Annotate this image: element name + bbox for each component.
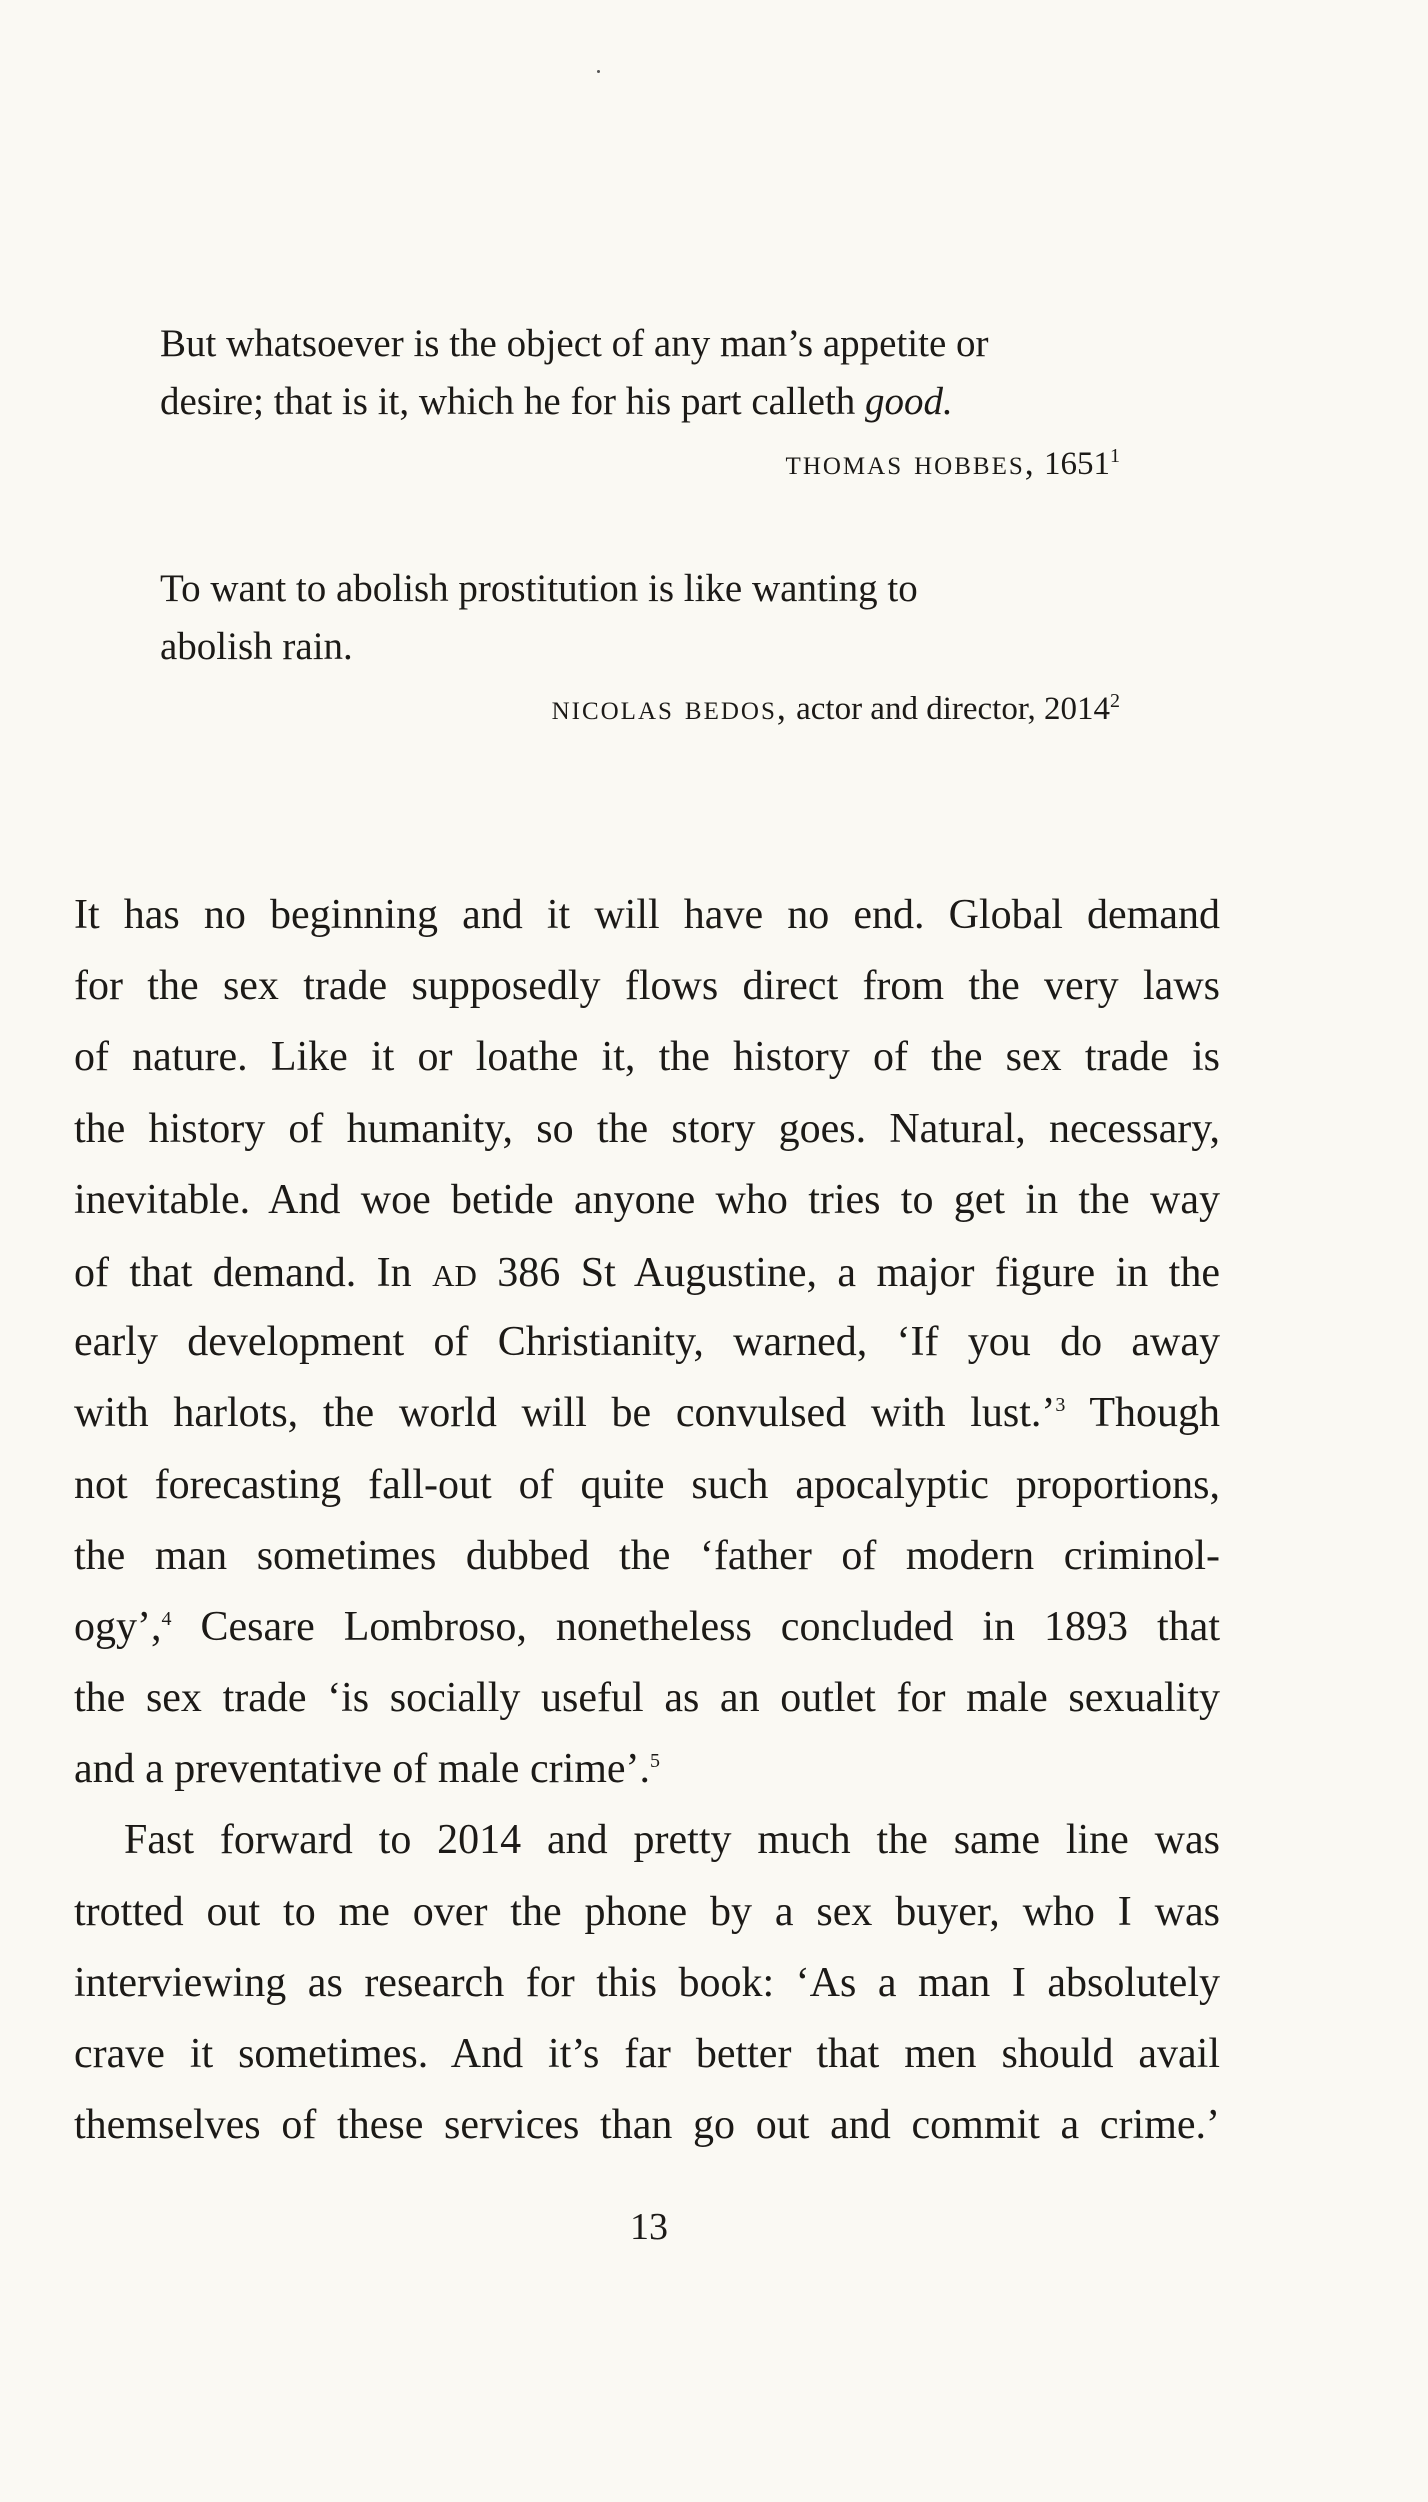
epigraph-italic-word: good.	[865, 380, 953, 423]
page-number: 13	[630, 2206, 668, 2248]
attribution-name: nicolas bedos,	[551, 687, 788, 727]
epigraph-line: To want to abolish prostitution is like wanting to	[160, 567, 918, 610]
text-line: of nature. Like it or loathe it, the history of the sex trade is	[74, 1034, 1220, 1081]
paragraph-1	[74, 880, 1220, 1805]
footnote-marker[interactable]: 3	[1055, 1394, 1066, 1417]
text-span: of that demand. In	[74, 1249, 412, 1296]
text-line: the sex trade ‘is socially useful as an outlet for male sexuality	[74, 1675, 1220, 1722]
footnote-marker[interactable]: 2	[1110, 690, 1120, 712]
paper-speck	[597, 70, 600, 73]
text-line: not forecasting fall-out of quite such apocalyptic proportions,	[74, 1461, 1220, 1508]
text-line	[74, 1734, 1220, 1805]
footnote-marker[interactable]: 1	[1110, 445, 1120, 467]
epigraph-attribution	[160, 437, 1120, 489]
text-line	[74, 1236, 1220, 1307]
body-text	[74, 880, 1220, 2161]
paragraph-2	[74, 1805, 1220, 2161]
text-span: ogy’,	[74, 1603, 162, 1650]
text-span: Though	[1089, 1390, 1220, 1437]
text-line: themselves of these services than go out and commit a crime.’	[74, 2102, 1220, 2149]
epigraph-bedos	[160, 560, 1120, 734]
text-line: the man sometimes dubbed the ‘father of modern criminol-	[74, 1532, 1220, 1579]
epigraph-text: desire; that is it, which he for his part calleth	[160, 380, 856, 423]
text-line: Fast forward to 2014 and pretty much the same line was	[124, 1817, 1220, 1864]
epigraph-attribution	[160, 682, 1120, 734]
attribution-name: thomas hobbes,	[785, 442, 1036, 482]
text-span: with harlots, the world will be convulsed with lust.’	[74, 1390, 1056, 1437]
text-line: for the sex trade supposedly flows direct from the very laws	[74, 963, 1220, 1010]
text-span: Cesare Lombroso, nonetheless concluded in 1893 that	[200, 1603, 1220, 1650]
epigraph-line: But whatsoever is the object of any man’s appetite or	[160, 322, 989, 365]
text-span: 386 St Augustine, a major figure in the	[497, 1249, 1220, 1296]
text-line: inevitable. And woe betide anyone who tries to get in the way	[74, 1176, 1220, 1223]
attribution-year: 1651	[1044, 446, 1110, 482]
epigraph-line: abolish rain.	[160, 625, 353, 668]
text-line: early development of Christianity, warned, ‘If you do away	[74, 1319, 1220, 1366]
epigraph-line	[160, 373, 1120, 431]
text-line: the history of humanity, so the story goes. Natural, necessary,	[74, 1105, 1220, 1152]
text-line: trotted out to me over the phone by a sex buyer, who I was	[74, 1888, 1220, 1935]
text-line	[74, 1378, 1220, 1449]
attribution-detail: actor and director, 2014	[796, 691, 1110, 727]
text-line	[74, 1592, 1220, 1663]
text-line: It has no beginning and it will have no end. Global demand	[74, 892, 1220, 938]
epigraph-hobbes	[160, 315, 1120, 489]
text-line: interviewing as research for this book: ‘As a man I absolutely	[74, 1959, 1220, 2006]
footnote-marker[interactable]: 5	[650, 1750, 661, 1773]
small-caps-era: ad	[432, 1246, 477, 1296]
text-line: crave it sometimes. And it’s far better that men should avail	[74, 2031, 1220, 2077]
footnote-marker[interactable]: 4	[161, 1607, 172, 1630]
text-span: and a preventative of male crime’.	[74, 1746, 651, 1793]
